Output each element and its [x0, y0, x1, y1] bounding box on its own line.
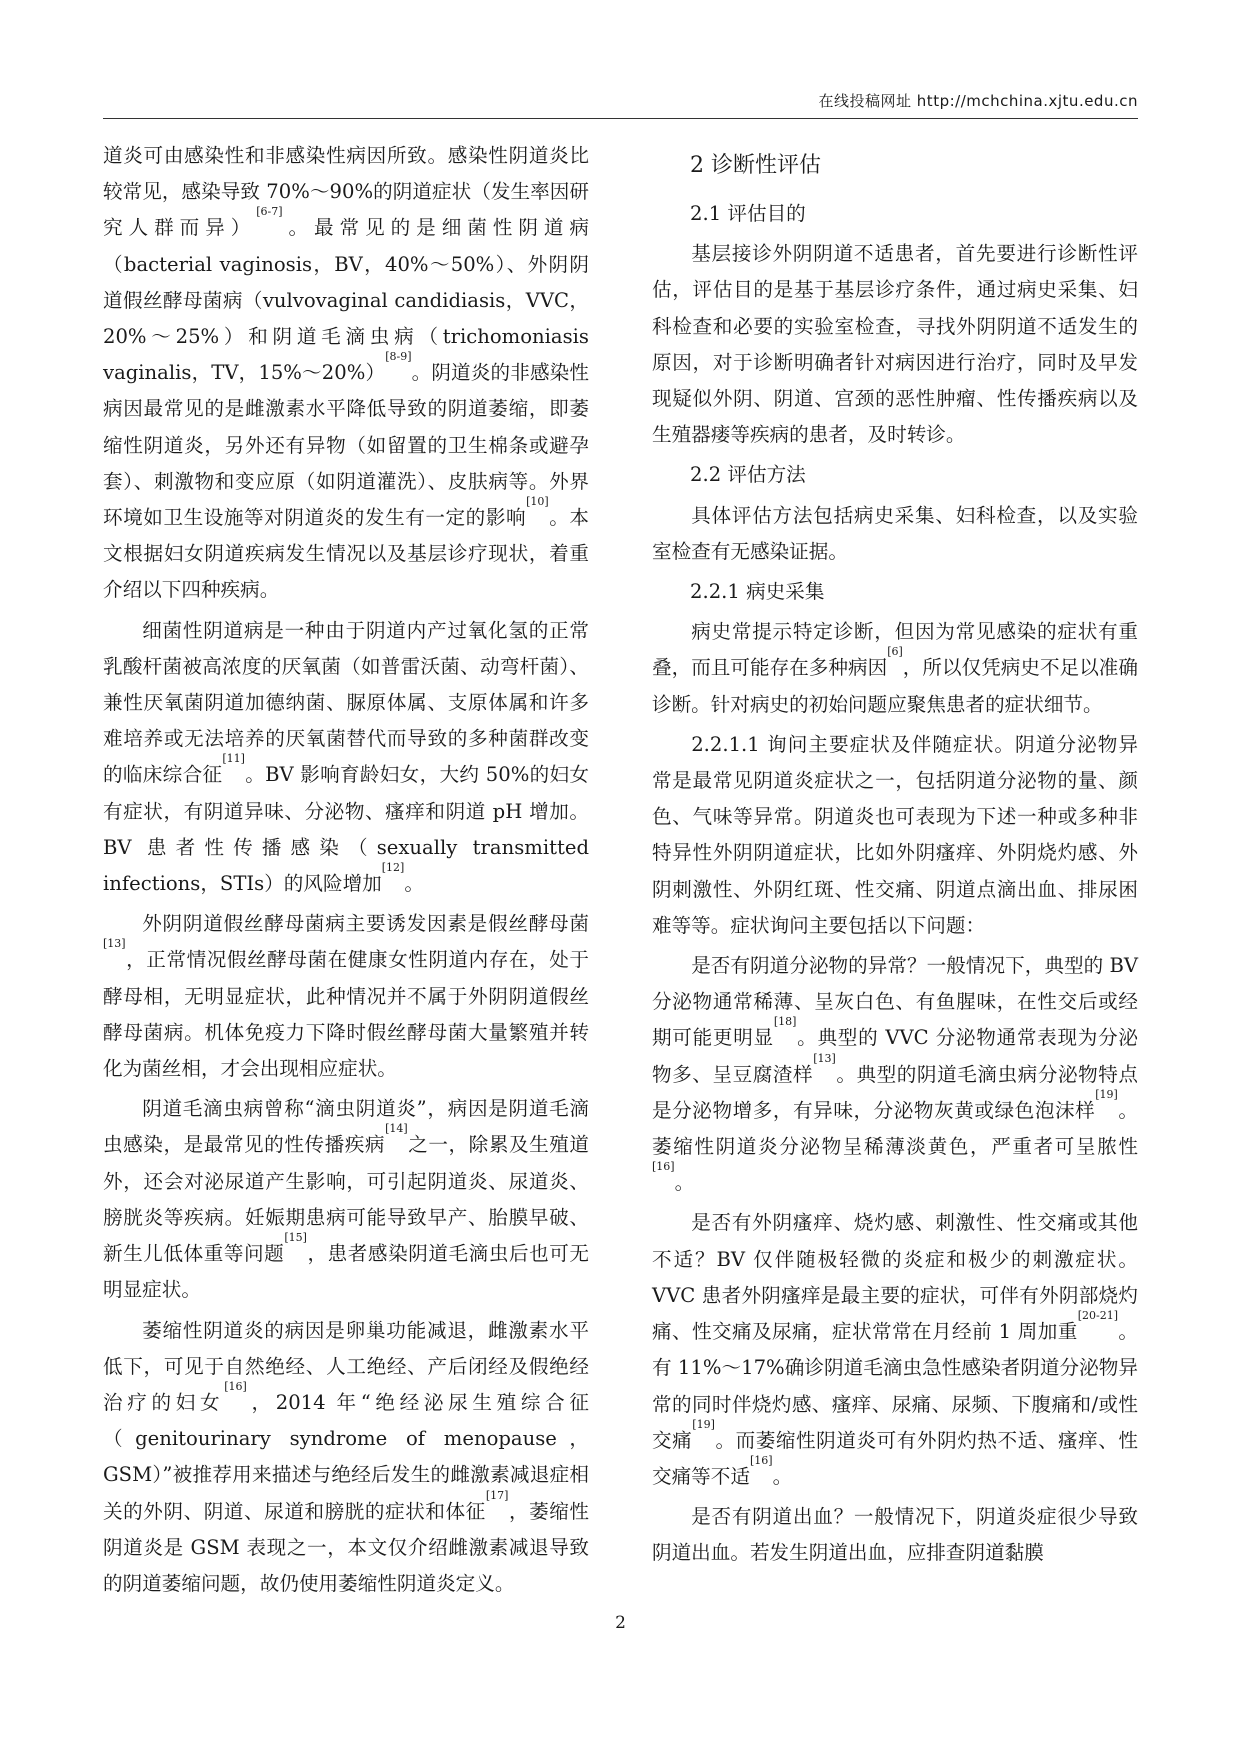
body-paragraph	[103, 613, 589, 903]
text-run: 。	[674, 1171, 695, 1195]
paragraph-bleeding	[652, 1499, 1138, 1571]
journal-website: 在线投稿网址 http://mchchina.xjtu.edu.cn	[818, 92, 1138, 110]
text-run: 。最常见的是细菌性阴道病（bacterial vaginosis，BV，40%～50%）、外阴阴道假丝酵母菌病（vulvovaginal candidiasis，VVC，20%～25%）和阴道毛滴虫病（trichomoniasis vaginalis，TV，15%～20%）	[103, 216, 589, 385]
text-run: 之一，除累及生殖道外，还会对泌尿道产生影响，可引起阴道炎、尿道炎、膀胱炎等疾病。妊娠期患病可能导致早产、胎膜早破、新生儿低体重等问题	[103, 1133, 590, 1266]
citation-superscript: [18]	[773, 1015, 797, 1029]
right-column	[652, 138, 1138, 1576]
text-run: 。	[772, 1464, 793, 1488]
body-paragraph	[103, 138, 589, 609]
citation-superscript: [20-21]	[1077, 1309, 1118, 1323]
text-run: 。阴道炎的非感染性病因最常见的是雌激素水平降低导致的阴道萎缩，即萎缩性阴道炎，另外还有异物（如留置的卫生棉条或避孕套）、刺激物和变应原（如阴道灌洗）、皮肤病等。外界环境如卫生设施等对阴道炎的发生有一定的影响	[103, 361, 589, 530]
text-run: 。典型的阴道毛滴虫病分泌物特点是分泌物增多，有异味，分泌物灰黄或绿色泡沫样	[652, 1062, 1139, 1122]
text-run: 外阴阴道假丝酵母菌病主要诱发因素是假丝酵母菌	[142, 912, 589, 936]
text-run: 阴道毛滴虫病曾称“滴虫阴道炎”，病因是阴道毛滴虫感染，是最常见的性传播疾病	[103, 1097, 589, 1157]
text-run: 道炎可由感染性和非感染性病因所致。感染性阴道炎比较常见，感染导致 70%～90%的阴道症状（发生率因研究人群而异）	[103, 144, 589, 240]
text-run: 。本文根据妇女阴道疾病发生情况以及基层诊疗现状，着重介绍以下四种疾病。	[103, 506, 589, 602]
subsection-heading-purpose: 2.1 评估目的	[690, 202, 806, 225]
text-run: 细菌性阴道病是一种由于阴道内产过氧化氢的正常乳酸杆菌被高浓度的厌氧菌（如普雷沃菌、动弯杆菌）、兼性厌氧菌阴道加德纳菌、脲原体属、支原体属和许多难培养或无法培养的厌氧菌替代而导致的多种菌群改变的临床综合征	[103, 618, 589, 787]
paragraph-method: 具体评估方法包括病史采集、妇科检查，以及实验室检查有无感染证据。	[652, 503, 1138, 563]
text-run: ，患者感染阴道毛滴虫后也可无明显症状。	[103, 1242, 590, 1302]
text-run: 萎缩性阴道炎的病因是卵巢功能减退，雌激素水平低下，可见于自然绝经、人工绝经、产后闭经及假绝经治疗的妇女	[103, 1318, 589, 1414]
citation-superscript: [16]	[224, 1379, 247, 1393]
citation-superscript: [6-7]	[256, 205, 283, 219]
citation-superscript: [17]	[485, 1488, 509, 1502]
running-header	[103, 86, 1138, 119]
text-run: 。而萎缩性阴道炎可有外阴灼热不适、瘙痒、性交痛等不适	[652, 1428, 1139, 1488]
page-number: 2	[615, 1613, 626, 1633]
section-heading-diagnostic-assessment: 2 诊断性评估	[690, 153, 821, 178]
paragraph-discharge	[652, 948, 1138, 1201]
citation-superscript: [15]	[284, 1231, 307, 1245]
citation-superscript: [16]	[749, 1453, 773, 1467]
body-paragraph	[103, 1091, 589, 1308]
citation-superscript: [19]	[1095, 1087, 1118, 1101]
text-run: ，萎缩性阴道炎是 GSM 表现之一，本文仅介绍雌激素减退导致的阴道萎缩问题，故仍使用萎缩性阴道炎定义。	[103, 1499, 590, 1595]
left-column	[103, 138, 589, 1606]
text-run: 。典型的 VVC 分泌物通常表现为分泌物多、呈豆腐渣样	[652, 1026, 1139, 1086]
text-run: ，2014 年“绝经泌尿生殖综合征（genitourinary syndrome of menopause，GSM）”被推荐用来描述与绝经后发生的雌激素减退症相关的外阴、阴道、尿道和膀胱的症状和体征	[103, 1390, 589, 1523]
text-run: 2.2.1.1 询问主要症状及伴随症状。阴道分泌物异常是最常见阴道炎症状之一，包括阴道分泌物的量、颜色、气味等异常。阴道炎也可表现为下述一种或多种非特异性外阴阴道症状，比如外阴瘙痒、外阴烧灼感、外阴刺激性、外阴红斑、性交痛、阴道点滴出血、排尿困难等等。症状询问主要包括以下问题：	[652, 732, 1138, 937]
citation-superscript: [11]	[222, 752, 245, 766]
text-run: 是否有阴道出血？一般情况下，阴道炎症很少导致阴道出血。若发生阴道出血，应排查阴道黏膜	[652, 1505, 1138, 1565]
paragraph-history	[652, 614, 1138, 723]
body-paragraph	[103, 1313, 589, 1603]
subsection-heading-method: 2.2 评估方法	[690, 463, 806, 487]
text-run: ，正常情况假丝酵母菌在健康女性阴道内存在，处于酵母相，无明显症状，此种情况并不属于外阴阴道假丝酵母菌病。机体免疫力下降时假丝酵母菌大量繁殖并转化为菌丝相，才会出现相应症状。	[103, 948, 589, 1081]
text-run: ，所以仅凭病史不足以准确诊断。针对病史的初始问题应聚焦患者的症状细节。	[652, 656, 1138, 716]
body-paragraph	[103, 906, 589, 1087]
citation-superscript: [13]	[103, 937, 126, 951]
citation-superscript: [8-9]	[385, 350, 412, 364]
text-run: 是否有外阴瘙痒、烧灼感、刺激性、性交痛或其他不适？BV 仅伴随极轻微的炎症和极少的刺激症状。VVC 患者外阴瘙痒是最主要的症状，可伴有外阴部烧灼痛、性交痛及尿痛，症状常常在月经前 1 周加重	[652, 1211, 1138, 1344]
citation-superscript: [19]	[692, 1417, 715, 1431]
citation-superscript: [13]	[813, 1051, 836, 1065]
text-run: 。有 11%～17%确诊阴道毛滴虫急性感染者阴道分泌物异常的同时伴烧灼感、瘙痒、尿痛、尿频、下腹痛和/或性交痛	[652, 1320, 1138, 1452]
citation-superscript: [12]	[381, 861, 405, 875]
citation-superscript: [16]	[652, 1160, 675, 1174]
paragraph-main-symptoms	[652, 727, 1138, 944]
text-run: 病史常提示特定诊断，但因为常见感染的症状有重叠，而且可能存在多种病因	[652, 620, 1138, 680]
text-run: 是否有阴道分泌物的异常？一般情况下，典型的 BV 分泌物通常稀薄、呈灰白色、有鱼腥味，在性交后或经期可能更明显	[652, 954, 1138, 1050]
text-run: 。萎缩性阴道炎分泌物呈稀薄淡黄色，严重者可呈脓性	[652, 1098, 1139, 1159]
text-run: 。BV 影响育龄妇女，大约 50%的妇女有症状，有阴道异味、分泌物、瘙痒和阴道 pH 增加。BV 患者性传播感染（sexually transmitted infections，STIs）的风险增加	[103, 763, 589, 896]
text-run: 。	[404, 872, 424, 896]
citation-superscript: [10]	[526, 495, 549, 509]
subsubsection-heading-history: 2.2.1 病史采集	[690, 580, 825, 604]
citation-superscript: [6]	[887, 645, 903, 659]
paragraph-itching	[652, 1205, 1138, 1495]
citation-superscript: [14]	[385, 1122, 408, 1136]
paragraph-purpose: 基层接诊外阴阴道不适患者，首先要进行诊断性评估，评估目的是基于基层诊疗条件，通过病史采集、妇科检查和必要的实验室检查，寻找外阴阴道不适发生的原因，对于诊断明确者针对病因进行治疗，同时及早发现疑似外阴、阴道、宫颈的恶性肿瘤、性传播疾病以及生殖器瘘等疾病的患者，及时转诊。	[652, 242, 1138, 447]
